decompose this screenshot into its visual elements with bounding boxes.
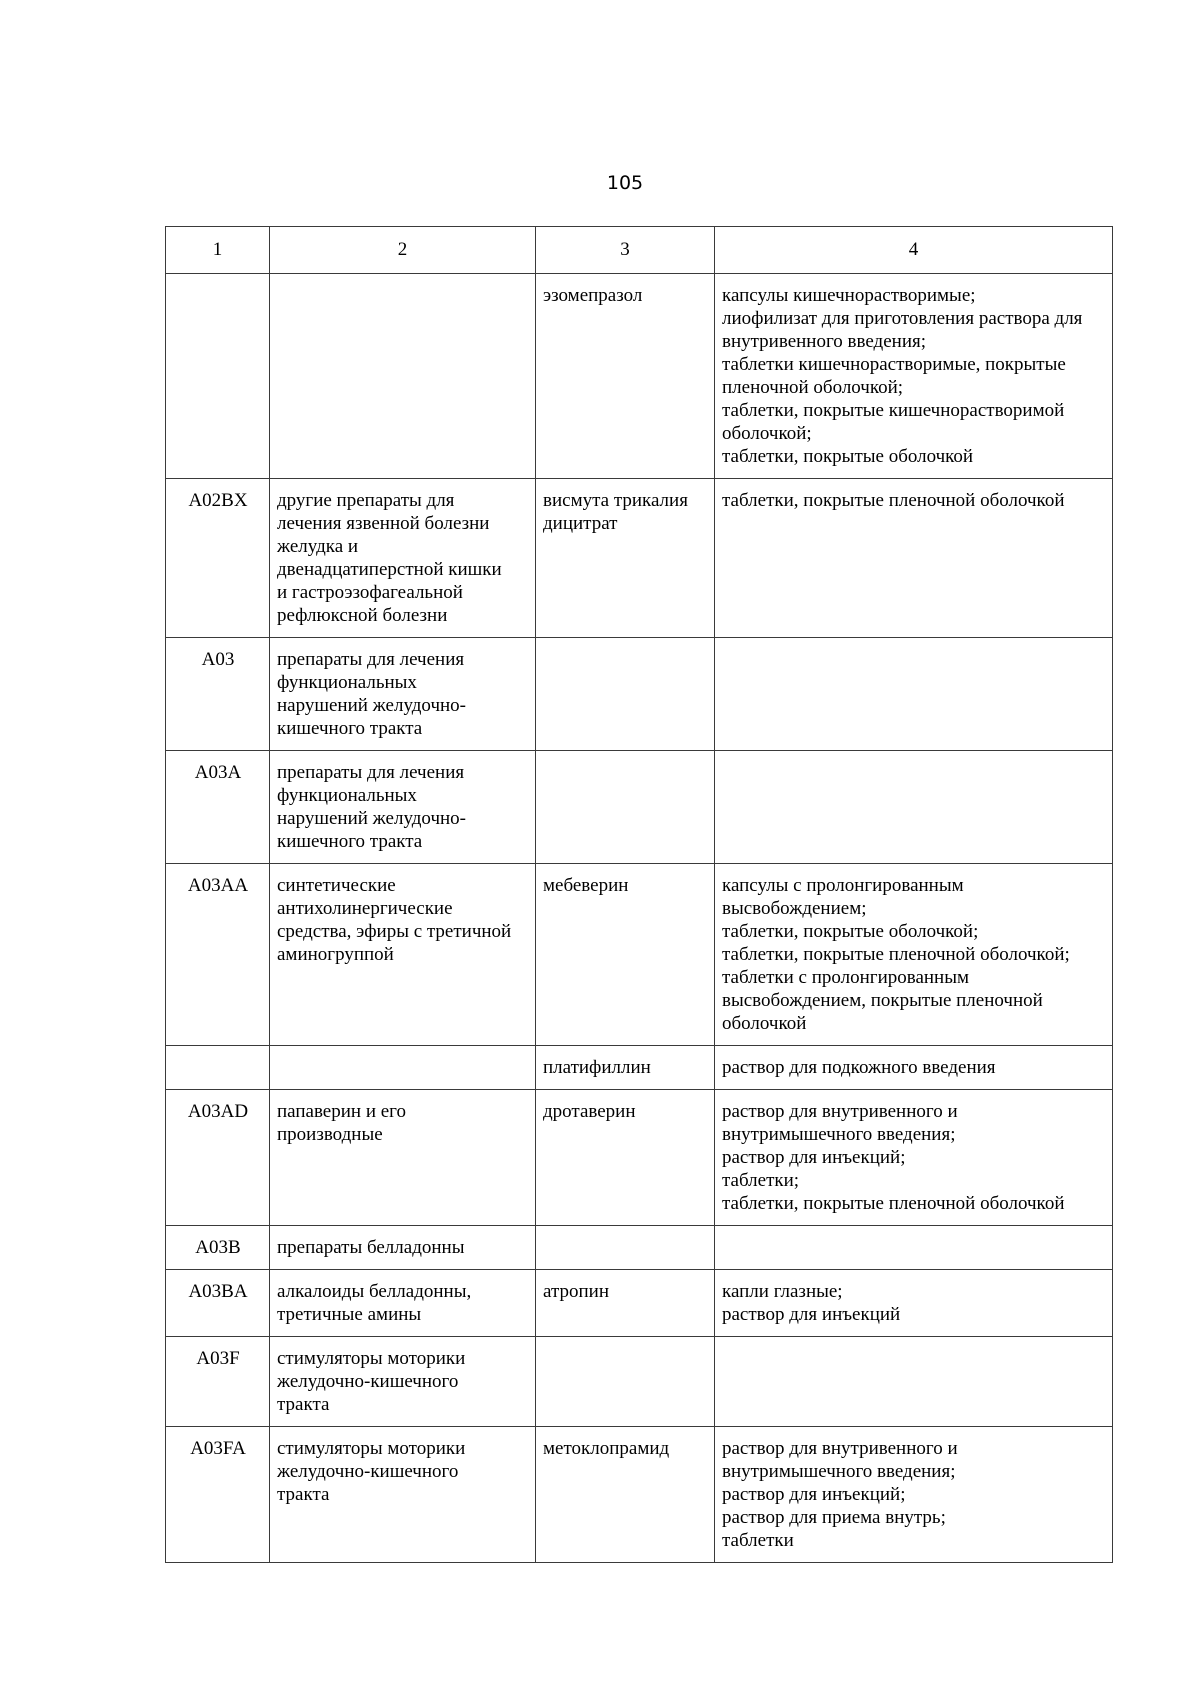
dosage-forms-cell (715, 638, 1113, 751)
substance-cell (536, 1337, 715, 1427)
substance-cell-line: висмута трикалия (543, 490, 688, 511)
table-row (166, 1270, 1113, 1337)
group-name-cell-line: желудка и (277, 536, 359, 557)
atc-code-cell: A02BX (166, 479, 270, 638)
dosage-forms-cell (715, 1270, 1113, 1337)
group-name-cell-line: тракта (277, 1484, 330, 1505)
substance-cell (536, 274, 715, 479)
group-name-cell-line: средства, эфиры с третичной (277, 921, 512, 942)
dosage-forms-cell-line: капсулы с пролонгированным (722, 875, 964, 896)
table-row (166, 864, 1113, 1046)
dosage-forms-cell-line: оболочкой (722, 1013, 807, 1034)
dosage-forms-cell (715, 479, 1113, 638)
substance-cell (536, 638, 715, 751)
dosage-forms-cell-line: раствор для инъекций; (722, 1147, 906, 1168)
dosage-forms-cell-line: раствор для внутривенного и (722, 1438, 958, 1459)
group-name-cell-line: кишечного тракта (277, 831, 423, 852)
dosage-forms-cell-line: высвобождением, покрытые пленочной (722, 990, 1043, 1011)
group-name-cell (270, 1090, 536, 1226)
table-row (166, 274, 1113, 479)
atc-code-cell: A03FA (166, 1427, 270, 1563)
atc-code-cell: A03AD (166, 1090, 270, 1226)
dosage-forms-cell-line: раствор для приема внутрь; (722, 1507, 946, 1528)
group-name-cell (270, 1226, 536, 1270)
atc-code-cell: A03AA (166, 864, 270, 1046)
atc-code-cell (166, 274, 270, 479)
dosage-forms-cell-line: внутримышечного введения; (722, 1124, 956, 1145)
group-name-cell-line: желудочно-кишечного (277, 1371, 459, 1392)
atc-code-cell: A03BA (166, 1270, 270, 1337)
group-name-cell-line: лечения язвенной болезни (277, 513, 490, 534)
table-row (166, 751, 1113, 864)
dosage-forms-cell-line: внутримышечного введения; (722, 1461, 956, 1482)
atc-code-cell: A03 (166, 638, 270, 751)
atc-code-cell (166, 1046, 270, 1090)
dosage-forms-cell (715, 864, 1113, 1046)
column-header-3: 3 (536, 227, 715, 274)
substance-cell-line: атропин (543, 1281, 609, 1302)
dosage-forms-cell-line: раствор для подкожного введения (722, 1057, 996, 1078)
dosage-forms-cell (715, 751, 1113, 864)
dosage-forms-cell (715, 274, 1113, 479)
dosage-forms-cell-line: таблетки, покрытые пленочной оболочкой (722, 490, 1065, 511)
dosage-forms-cell (715, 1090, 1113, 1226)
table-row (166, 1046, 1113, 1090)
substance-cell (536, 751, 715, 864)
group-name-cell-line: двенадцатиперстной кишки (277, 559, 502, 580)
drug-classification-table (165, 226, 1113, 1563)
table-row (166, 1090, 1113, 1226)
dosage-forms-cell-line: таблетки, покрытые пленочной оболочкой (722, 1193, 1065, 1214)
substance-cell (536, 864, 715, 1046)
substance-cell-line: дротаверин (543, 1101, 636, 1122)
group-name-cell-line: аминогруппой (277, 944, 394, 965)
table-row (166, 1226, 1113, 1270)
table-header-row (166, 227, 1113, 274)
dosage-forms-cell (715, 1046, 1113, 1090)
dosage-forms-cell-line: таблетки с пролонгированным (722, 967, 970, 988)
dosage-forms-cell (715, 1226, 1113, 1270)
page-number: 105 (606, 172, 644, 194)
group-name-cell (270, 638, 536, 751)
substance-cell-line: платифиллин (543, 1057, 651, 1078)
group-name-cell-line: препараты для лечения (277, 762, 465, 783)
dosage-forms-cell-line: таблетки, покрытые оболочкой; (722, 921, 979, 942)
substance-cell (536, 1427, 715, 1563)
dosage-forms-cell-line: раствор для инъекций; (722, 1484, 906, 1505)
group-name-cell-line: тракта (277, 1394, 330, 1415)
dosage-forms-cell (715, 1337, 1113, 1427)
group-name-cell-line: препараты белладонны (277, 1237, 465, 1258)
dosage-forms-cell-line: капли глазные; (722, 1281, 843, 1302)
column-header-1: 1 (166, 227, 270, 274)
dosage-forms-cell-line: пленочной оболочкой; (722, 377, 904, 398)
substance-cell (536, 1270, 715, 1337)
group-name-cell-line: функциональных (277, 672, 417, 693)
group-name-cell-line: папаверин и его (277, 1101, 407, 1122)
dosage-forms-cell-line: таблетки, покрытые оболочкой (722, 446, 974, 467)
dosage-forms-cell-line: таблетки (722, 1530, 794, 1551)
group-name-cell-line: и гастроэзофагеальной (277, 582, 463, 603)
group-name-cell (270, 1270, 536, 1337)
group-name-cell-line: антихолинергические (277, 898, 453, 919)
column-header-4: 4 (715, 227, 1113, 274)
group-name-cell-line: стимуляторы моторики (277, 1348, 466, 1369)
substance-cell (536, 1226, 715, 1270)
dosage-forms-cell-line: оболочкой; (722, 423, 812, 444)
dosage-forms-cell-line: высвобождением; (722, 898, 867, 919)
group-name-cell (270, 864, 536, 1046)
dosage-forms-cell-line: таблетки кишечнорастворимые, покрытые (722, 354, 1066, 375)
group-name-cell-line: синтетические (277, 875, 396, 896)
dosage-forms-cell-line: таблетки; (722, 1170, 800, 1191)
group-name-cell (270, 1337, 536, 1427)
group-name-cell-line: рефлюксной болезни (277, 605, 448, 626)
group-name-cell-line: функциональных (277, 785, 417, 806)
group-name-cell-line: третичные амины (277, 1304, 422, 1325)
group-name-cell-line: нарушений желудочно- (277, 808, 466, 829)
substance-cell-line: метоклопрамид (543, 1438, 670, 1459)
group-name-cell-line: другие препараты для (277, 490, 455, 511)
group-name-cell-line: кишечного тракта (277, 718, 423, 739)
dosage-forms-cell-line: таблетки, покрытые кишечнорастворимой (722, 400, 1065, 421)
substance-cell-line: дицитрат (543, 513, 618, 534)
atc-code-cell: A03A (166, 751, 270, 864)
group-name-cell (270, 1427, 536, 1563)
dosage-forms-cell-line: внутривенного введения; (722, 331, 927, 352)
group-name-cell-line: производные (277, 1124, 383, 1145)
dosage-forms-cell-line: раствор для инъекций (722, 1304, 901, 1325)
dosage-forms-cell-line: капсулы кишечнорастворимые; (722, 285, 976, 306)
column-header-2: 2 (270, 227, 536, 274)
substance-cell (536, 1090, 715, 1226)
substance-cell-line: эзомепразол (543, 285, 643, 306)
atc-code-cell: A03F (166, 1337, 270, 1427)
group-name-cell-line: алкалоиды белладонны, (277, 1281, 472, 1302)
substance-cell-line: мебеверин (543, 875, 629, 896)
substance-cell (536, 479, 715, 638)
dosage-forms-cell-line: раствор для внутривенного и (722, 1101, 958, 1122)
dosage-forms-cell-line: лиофилизат для приготовления раствора для (722, 308, 1083, 329)
table-row (166, 1337, 1113, 1427)
dosage-forms-cell-line: таблетки, покрытые пленочной оболочкой; (722, 944, 1070, 965)
table-row (166, 479, 1113, 638)
group-name-cell-line: нарушений желудочно- (277, 695, 466, 716)
substance-cell (536, 1046, 715, 1090)
group-name-cell (270, 479, 536, 638)
group-name-cell (270, 1046, 536, 1090)
group-name-cell-line: стимуляторы моторики (277, 1438, 466, 1459)
group-name-cell-line: препараты для лечения (277, 649, 465, 670)
table-row (166, 1427, 1113, 1563)
group-name-cell (270, 751, 536, 864)
dosage-forms-cell (715, 1427, 1113, 1563)
table-row (166, 638, 1113, 751)
group-name-cell (270, 274, 536, 479)
group-name-cell-line: желудочно-кишечного (277, 1461, 459, 1482)
atc-code-cell: A03B (166, 1226, 270, 1270)
